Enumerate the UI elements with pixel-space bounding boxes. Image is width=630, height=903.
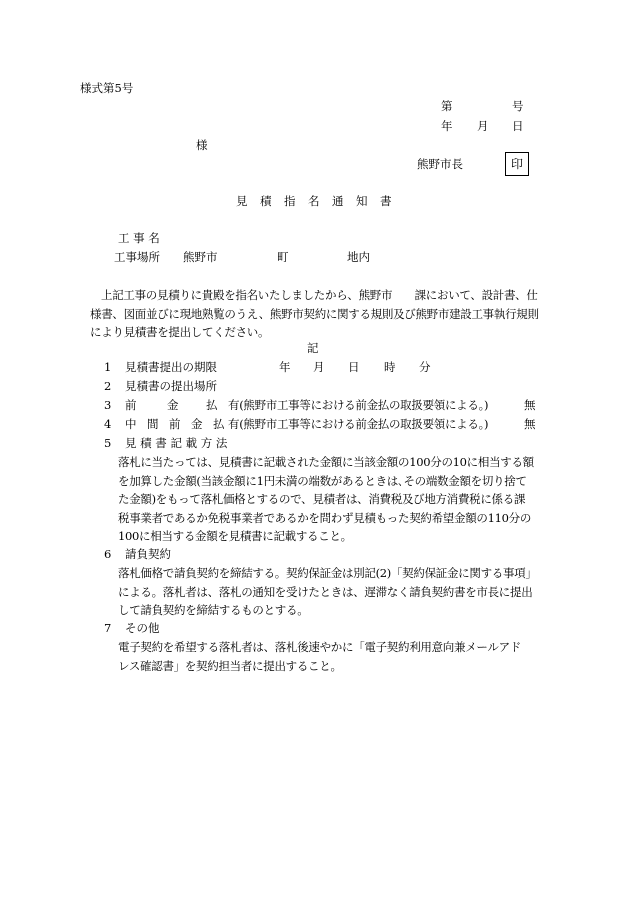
item-5-line: 税事業者であるか免税事業者であるかを問わず見積もった契約希望金額の110分の (118, 510, 532, 525)
item-6-line: 落札価格で請負契約を締結する。契約保証金は別記(2)「契約保証金に関する事項」 (118, 566, 537, 580)
intro-line: 様書、図面並びに現地熟覧のうえ、熊野市契約に関する規則及び熊野市建設工事執行規則 (90, 306, 539, 321)
item-5-line: 落札に当たっては、見積書に記載された金額に当該金額の100分の10に相当する額 (118, 455, 534, 469)
intro-paragraph (90, 286, 546, 342)
title-char: 見 (236, 194, 248, 208)
item-1-hour: 時 (384, 360, 396, 374)
item-1-year: 年 (279, 360, 291, 374)
item-2-label: 見積書の提出場所 (125, 379, 217, 393)
item-1-minute: 分 (419, 360, 431, 374)
item-1-day: 日 (348, 360, 360, 374)
item-5-number: 5 (104, 436, 112, 450)
item-6-line: して請負契約を締結するものとする。 (118, 603, 309, 617)
project-city: 熊野市 (183, 250, 218, 264)
title-char: 書 (380, 194, 392, 208)
item-5-line: を加算した金額(当該金額に1円未満の端数があるときは､その端数金額を切り捨て (118, 473, 527, 488)
item-3-none: 無 (524, 398, 536, 412)
item-4-number: 4 (104, 417, 112, 431)
issuer: 熊野市長 (417, 157, 463, 171)
item-4-detail: 有(熊野市工事等における前金払の取扱要領による。) (228, 417, 489, 431)
item-5-label: 見 積 書 記 載 方 法 (125, 436, 228, 450)
item-5-line: た金額)をもって落札価格とするので、見積者は、消費税及び地方消費税に係る課 (118, 492, 526, 506)
item-6-number: 6 (104, 547, 112, 561)
item-2-number: 2 (104, 379, 112, 393)
item-3-char-1: 前 (125, 398, 137, 412)
item-3-char-3: 払 (206, 398, 218, 412)
item-6-label: 請負契約 (125, 547, 171, 561)
item-1-label: 見積書提出の期限 (125, 360, 217, 374)
addressee: 様 (196, 138, 208, 152)
item-5-line: 100に相当する金額を見積書に記載すること。 (118, 529, 352, 543)
item-4-label: 中 間 前 金 払 (125, 417, 224, 431)
item-1-month: 月 (313, 360, 325, 374)
item-3-number: 3 (104, 398, 112, 412)
item-6-body (118, 564, 548, 620)
item-7-number: 7 (104, 621, 112, 635)
title-char: 指 (284, 194, 296, 208)
title-char: 知 (356, 194, 368, 208)
date-day: 日 (512, 119, 524, 133)
ki-heading: 記 (307, 341, 319, 355)
number-suffix: 号 (512, 99, 524, 113)
item-4-none: 無 (524, 417, 536, 431)
item-3-detail: 有(熊野市工事等における前金払の取扱要領による。) (228, 398, 489, 412)
form-number: 様式第5号 (80, 81, 134, 95)
intro-line: 上記工事の見積りに貴殿を指名いたしましたから、熊野市 課において、設計書、仕 (101, 288, 538, 302)
item-7-label: その他 (125, 621, 160, 635)
project-area: 地内 (347, 250, 370, 264)
item-7-line: レス確認書」を契約担当者に提出すること。 (118, 658, 342, 673)
item-6-line: による。落札者は、落札の通知を受けたときは、遅滞なく請負契約書を市長に提出 (118, 584, 533, 599)
project-name-label: 工 事 名 (118, 231, 160, 245)
number-prefix: 第 (441, 99, 453, 113)
item-7-line: 電子契約を希望する落札者は、落札後速やかに「電子契約利用意向兼メールアド (118, 640, 521, 654)
project-town: 町 (277, 250, 289, 264)
item-7-body (118, 638, 548, 675)
seal-box: 印 (505, 152, 529, 176)
title-char: 通 (332, 194, 344, 208)
item-1-number: 1 (104, 360, 112, 374)
title-char: 積 (260, 194, 272, 208)
date-year: 年 (441, 119, 453, 133)
intro-line: により見積書を提出してください。 (90, 325, 270, 339)
item-5-body (118, 453, 548, 546)
project-location-label: 工事場所 (114, 250, 160, 264)
item-3-char-2: 金 (167, 398, 179, 412)
date-month: 月 (477, 119, 489, 133)
title-char: 名 (308, 194, 320, 208)
